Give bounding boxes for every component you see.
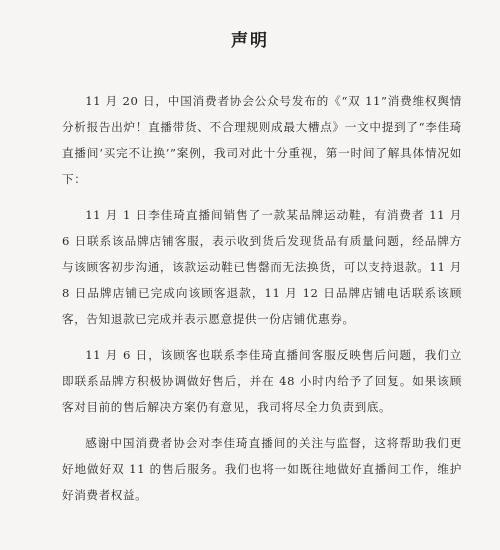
paragraph-response: 11 月 6 日，该顾客也联系李佳琦直播间客服反映售后问题，我们立即联系品牌方积极协调做好售后，并在 48 小时内给予了回复。如果该顾客对目前的售后解决方案仍有意见，我司将尽全力负责到底。 (62, 348, 462, 414)
paragraph-intro: 11 月 20 日，中国消费者协会公众号发布的《“双 11”消费维权舆情分析报告出炉！直播带货、不合理规则成最大槽点》一文中提到了“李佳琦直播间‘买完不让换’”案例，我司对此十分重视，第一时间了解具体情况如下： (62, 94, 462, 186)
paragraph-thanks: 感谢中国消费者协会对李佳琦直播间的关注与监督，这将帮助我们更好地做好双 11 的售后服务。我们也将一如既往地做好直播间工作，维护好消费者权益。 (62, 436, 462, 502)
document-body (62, 88, 462, 518)
document-title: 声明 (231, 31, 269, 51)
paragraph-case-details: 11 月 1 日李佳琦直播间销售了一款某品牌运动鞋，有消费者 11 月 6 日联系该品牌店铺客服，表示收到货后发现货品有质量问题，经品牌方与该顾客初步沟通，该款运动鞋已售罄而无法换货，可以支持退款。11 月 8 日品牌店铺已完成向该顾客退款，11 月 12 日品牌店铺电话联系该顾客，告知退款已完成并表示愿意提供一份店铺优惠券。 (62, 208, 462, 326)
